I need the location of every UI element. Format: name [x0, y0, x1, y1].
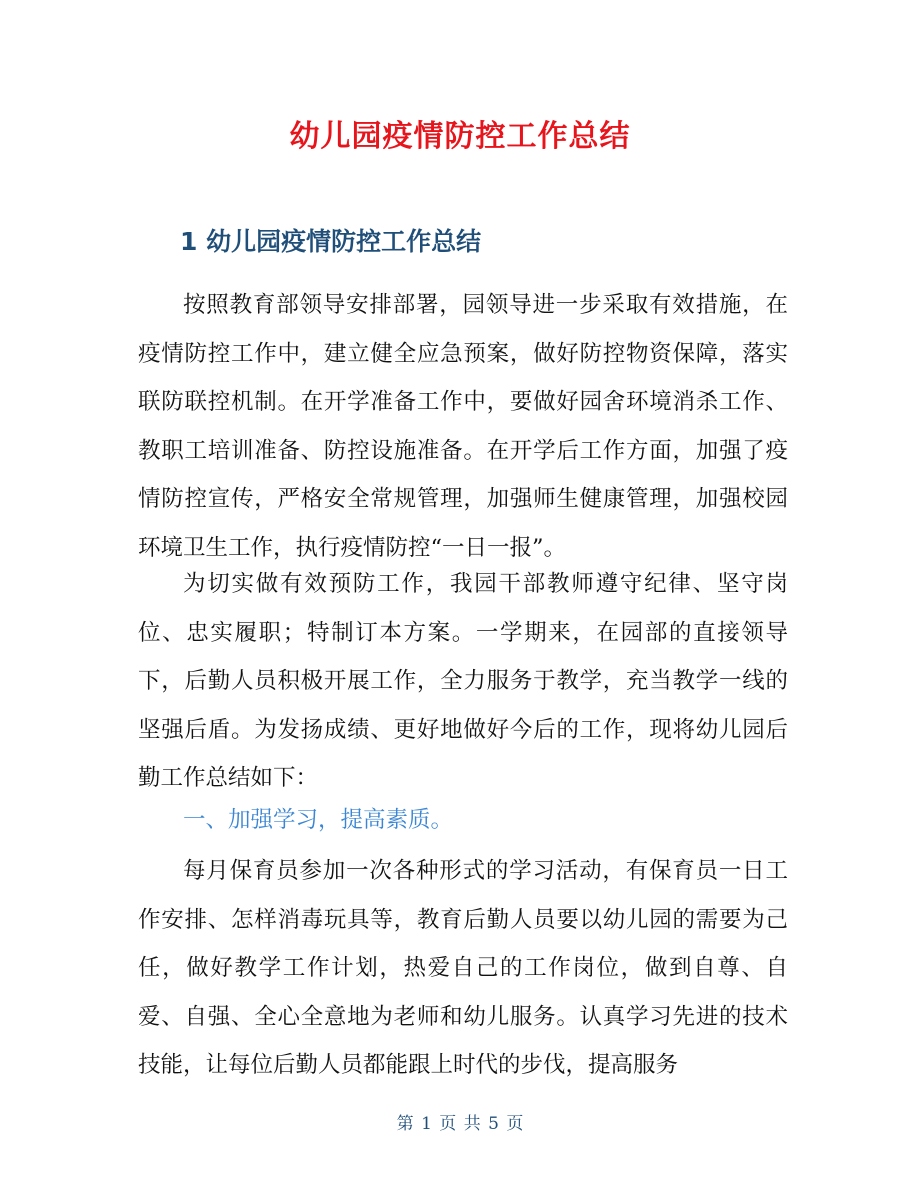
body-paragraph-3: 每月保育员参加一次各种形式的学习活动，有保育员一日工作安排、怎样消毒玩具等，教育后勤人员要以幼儿园的需要为己任，做好教学工作计划，热爱自己的工作岗位，做到自尊、自爱、自强、全心全意地为老师和幼儿服务。认真学习先进的技术技能，让每位后勤人员都能跟上时代的步伐，提高服务: [138, 858, 788, 1078]
page-number-footer: 第 1 页 共 5 页: [396, 1114, 524, 1134]
body-paragraph-2: 为切实做有效预防工作，我园干部教师遵守纪律、坚守岗位、忠实履职；特制订本方案。一学期来，在园部的直接领导下，后勤人员积极开展工作，全力服务于教学，充当教学一线的坚强后盾。为发扬成绩、更好地做好今后的工作，现将幼儿园后勤工作总结如下：: [138, 571, 788, 791]
section-heading: 1 幼儿园疫情防控工作总结: [180, 227, 482, 256]
body-paragraph-1: 按照教育部领导安排部署，园领导进一步采取有效措施，在疫情防控工作中，建立健全应急预案，做好防控物资保障，落实联防联控机制。在开学准备工作中，要做好园舍环境消杀工作、教职工培训准备、防控设施准备。在开学后工作方面，加强了疫情防控宣传，严格安全常规管理，加强师生健康管理，加强校园环境卫生工作，执行疫情防控“一日一报”。: [138, 292, 788, 561]
document-title: 幼儿园疫情防控工作总结: [289, 119, 631, 154]
sub-heading: 一、加强学习，提高素质。: [183, 807, 454, 833]
